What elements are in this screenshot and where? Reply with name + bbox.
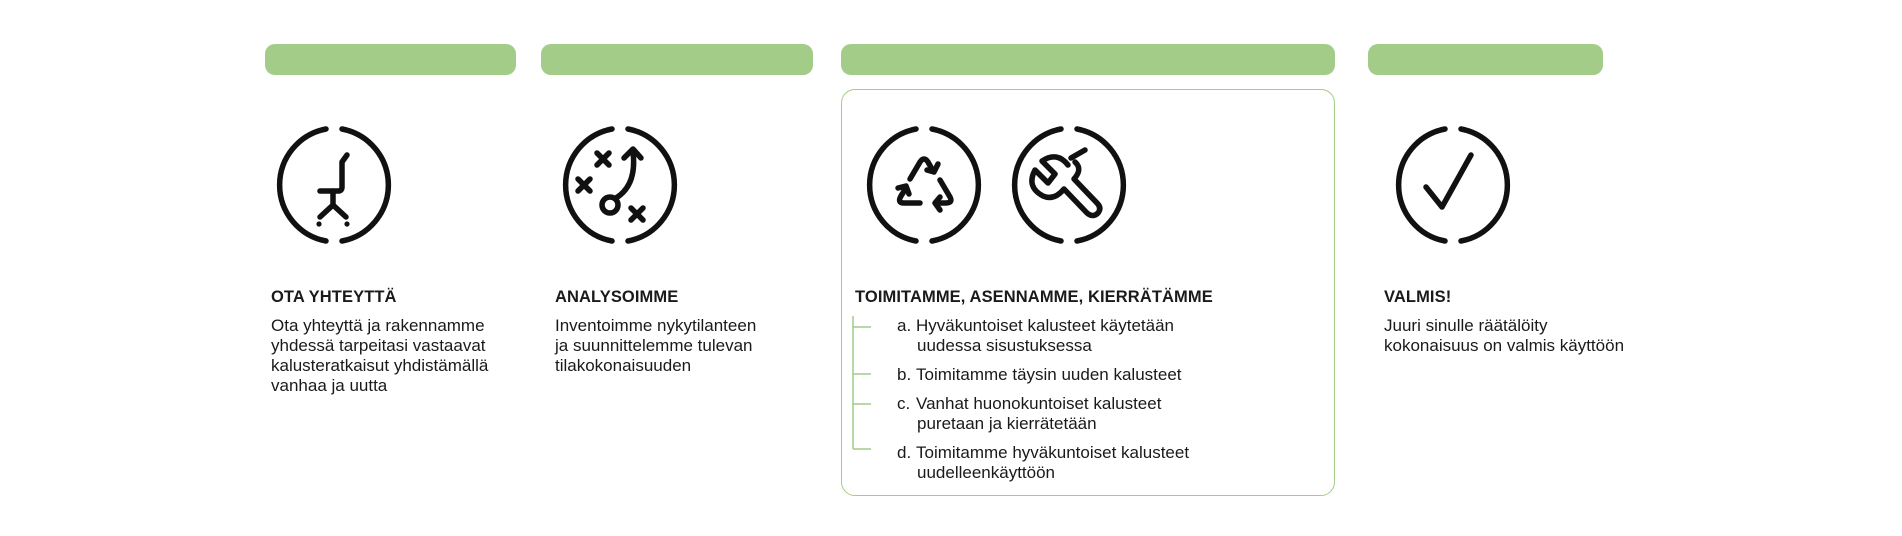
step-1-title: OTA YHTEYTTÄ	[271, 288, 397, 306]
step-2-description	[555, 316, 756, 376]
step-1-line: yhdessä tarpeitasi vastaavat	[271, 336, 486, 355]
step-2-title: ANALYSOIMME	[555, 288, 679, 306]
item-text: puretaan ja kierrätetään	[917, 414, 1097, 433]
step-3-item-a	[897, 316, 1174, 356]
step-4-line: kokonaisuus on valmis käyttöön	[1384, 336, 1625, 355]
step-4-title: VALMIS!	[1384, 288, 1452, 306]
item-text: Vanhat huonokuntoiset kalusteet	[916, 394, 1162, 413]
step-2-line: ja suunnittelemme tulevan	[555, 336, 753, 355]
step-1-description	[271, 316, 488, 396]
step-3-progress-bar	[841, 44, 1335, 75]
step-3-item-b	[897, 365, 1182, 385]
step-4-description	[1384, 316, 1624, 356]
wrench-icon	[1009, 125, 1129, 245]
item-letter: a.	[897, 316, 912, 335]
step-1-progress-bar	[265, 44, 516, 75]
step-1-line: kalusteratkaisut yhdistämällä	[271, 356, 489, 375]
item-letter: c.	[897, 394, 911, 413]
strategy-plan-icon	[560, 125, 680, 245]
step-3-list-connector	[852, 316, 872, 450]
step-2-line: Inventoimme nykytilanteen	[555, 316, 757, 335]
item-text: uudessa sisustuksessa	[917, 336, 1092, 355]
item-text: uudelleenkäyttöön	[917, 463, 1056, 482]
step-4-progress-bar	[1368, 44, 1603, 75]
checkmark-icon	[1393, 125, 1513, 245]
step-4-line: Juuri sinulle räätälöity	[1384, 316, 1548, 335]
step-1-line: Ota yhteyttä ja rakennamme	[271, 316, 485, 335]
chair-arrows-icon	[274, 125, 394, 245]
item-text: Toimitamme täysin uuden kalusteet	[916, 365, 1182, 384]
recycle-icon	[864, 125, 984, 245]
step-3-title: TOIMITAMME, ASENNAMME, KIERRÄTÄMME	[855, 288, 1213, 306]
item-letter: b.	[897, 365, 912, 384]
item-text: Hyväkuntoiset kalusteet käytetään	[916, 316, 1174, 335]
item-text: Toimitamme hyväkuntoiset kalusteet	[916, 443, 1190, 462]
item-letter: d.	[897, 443, 912, 462]
step-2-line: tilakokonaisuuden	[555, 356, 692, 375]
step-3-item-c	[897, 394, 1161, 434]
step-1-line: vanhaa ja uutta	[271, 376, 388, 395]
step-2-progress-bar	[541, 44, 813, 75]
step-3-item-d	[897, 443, 1189, 483]
